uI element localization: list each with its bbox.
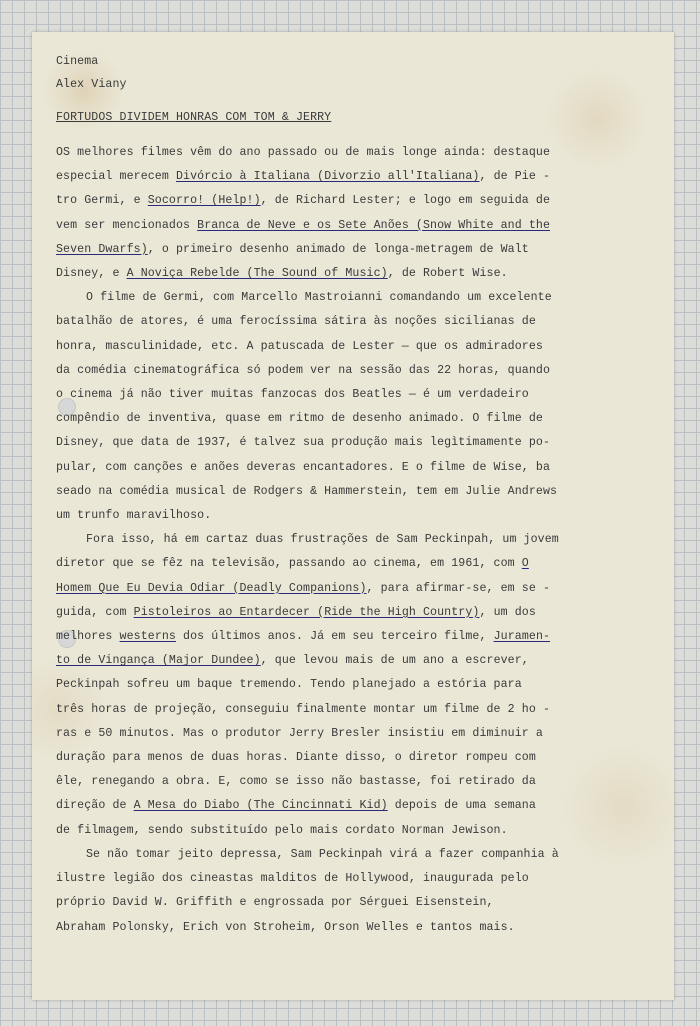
text-segment: Fora isso, há em cartaz duas frustrações de Sam Peckinpah, um jovem: [86, 533, 559, 547]
underlined-title: Pistoleiros ao Entardecer (Ride the High Country): [133, 605, 480, 619]
text-segment: diretor que se fêz na televisão, passando ao cinema, em 1961, com: [56, 557, 522, 571]
text-segment: Disney, e: [56, 267, 127, 281]
text-segment: melhores: [56, 630, 120, 644]
text-segment: três horas de projeção, conseguiu finalmente montar um filme de 2 ho -: [56, 702, 551, 716]
text-segment: tro Germi, e: [56, 194, 148, 208]
text-line: [56, 262, 644, 286]
text-segment: , que levou mais de um ano a escrever,: [260, 654, 529, 668]
text-segment: direção de: [56, 799, 134, 813]
text-line: [56, 480, 644, 504]
text-line: [56, 165, 644, 189]
text-line: [56, 335, 644, 359]
text-segment: êle, renegando a obra. E, como se isso não bastasse, foi retirado da: [56, 775, 536, 789]
text-segment: de filmagem, sendo substituído pelo mais cordato Norman Jewison.: [56, 823, 508, 837]
text-segment: vem ser mencionados: [56, 218, 198, 232]
text-line: [56, 649, 644, 673]
text-line: [56, 698, 644, 722]
text-segment: , para afirmar-se, em se -: [366, 581, 551, 595]
text-segment: depois de uma semana: [387, 799, 536, 813]
text-line: [56, 456, 644, 480]
document-body: [56, 50, 644, 940]
text-line: [56, 770, 644, 794]
text-line: [56, 431, 644, 455]
text-segment: guida, com: [56, 605, 134, 619]
text-segment: compêndio de inventiva, quase em ritmo de desenho animado. O filme de: [56, 412, 543, 426]
text-line: [56, 916, 644, 940]
text-line: [56, 867, 644, 891]
text-segment: duração para menos de duas horas. Diante disso, o diretor rompeu com: [56, 751, 536, 765]
underlined-title: Divórcio à Italiana (Divorzio all'Italiana): [175, 170, 480, 184]
text-line: [56, 673, 644, 697]
section-label: Cinema: [56, 55, 99, 68]
underlined-title: Socorro! (Help!): [147, 194, 261, 208]
text-line: [56, 407, 644, 431]
text-segment: Disney, que data de 1937, é talvez sua produção mais legìtimamente po-: [56, 436, 551, 450]
article-text: [56, 141, 644, 940]
text-segment: o cinema já não tiver muitas fanzocas dos Beatles — é um verdadeiro: [56, 388, 529, 402]
text-segment: OS melhores filmes vêm do ano passado ou de mais longe ainda: destaque: [56, 146, 551, 159]
underlined-title: Homem Que Eu Devia Odiar (Deadly Companions): [56, 581, 367, 595]
text-segment: batalhão de atores, é uma ferocíssima sátira às noções sicilianas de: [56, 315, 536, 329]
text-segment: ras e 50 minutos. Mas o produtor Jerry Bresler insistiu em diminuir a: [56, 726, 543, 740]
paragraph: [56, 141, 644, 286]
text-segment: um trunfo maravilhoso.: [56, 509, 212, 523]
text-segment: , de Richard Lester; e logo em seguida de: [260, 194, 551, 208]
underlined-title: Juramen-: [493, 630, 551, 644]
underlined-title: Seven Dwarfs): [56, 242, 148, 256]
text-line: [56, 286, 644, 310]
text-line: [56, 601, 644, 625]
text-segment: O filme de Germi, com Marcello Mastroianni comandando um excelente: [86, 291, 552, 305]
text-segment: da comédia cinematográfica só podem ver na sessão das 22 horas, quando: [56, 363, 551, 377]
text-segment: pular, com canções e anões deveras encantadores. E o filme de Wise, ba: [56, 460, 551, 474]
text-segment: Se não tomar jeito depressa, Sam Peckinpah virá a fazer companhia à: [86, 847, 559, 861]
text-line: [56, 310, 644, 334]
article-title: FORTUDOS DIVIDEM HONRAS COM TOM & JERRY: [56, 111, 332, 124]
text-segment: especial merecem: [56, 170, 176, 184]
paragraph: [56, 528, 644, 843]
paragraph: [56, 843, 644, 940]
text-segment: dos últimos anos. Já em seu terceiro filme,: [176, 630, 494, 644]
text-segment: próprio David W. Griffith e engrossada por Sérguei Eisenstein,: [56, 896, 494, 910]
text-line: [56, 843, 644, 867]
text-line: [56, 577, 644, 601]
text-line: [56, 359, 644, 383]
text-line: [56, 238, 644, 262]
text-segment: Peckinpah sofreu um baque tremendo. Tendo planejado a estória para: [56, 678, 522, 692]
text-line: [56, 552, 644, 576]
text-line: [56, 214, 644, 238]
text-segment: Abraham Polonsky, Erich von Stroheim, Orson Welles e tantos mais.: [56, 920, 515, 934]
text-segment: , de Pie -: [479, 170, 551, 184]
text-segment: , o primeiro desenho animado de longa-metragem de Walt: [147, 242, 529, 256]
underlined-title: A Mesa do Diabo (The Cincinnati Kid): [133, 799, 388, 813]
text-segment: ilustre legião dos cineastas malditos de Hollywood, inaugurada pelo: [56, 872, 529, 886]
underlined-title: westerns: [119, 630, 176, 644]
text-segment: , um dos: [479, 605, 536, 619]
text-segment: seado na comédia musical de Rodgers & Hammerstein, tem em Julie Andrews: [56, 484, 558, 498]
text-line: [56, 891, 644, 915]
text-line: [56, 722, 644, 746]
text-line: [56, 819, 644, 843]
underlined-title: to de Vingança (Major Dundee): [56, 654, 261, 668]
text-segment: , de Robert Wise.: [387, 267, 508, 281]
text-segment: honra, masculinidade, etc. A patuscada de Lester — que os admiradores: [56, 339, 543, 353]
text-line: [56, 383, 644, 407]
text-line: [56, 504, 644, 528]
text-line: [56, 141, 644, 165]
author-name: Alex Viany: [56, 78, 127, 91]
text-line: [56, 746, 644, 770]
text-line: [56, 189, 644, 213]
text-line: [56, 794, 644, 818]
paragraph: [56, 286, 644, 528]
underlined-title: O: [521, 557, 529, 571]
underlined-title: A Noviça Rebelde (The Sound of Music): [126, 267, 388, 281]
text-line: [56, 625, 644, 649]
text-line: [56, 528, 644, 552]
underlined-title: Branca de Neve e os Sete Anões (Snow White and the: [197, 218, 551, 232]
